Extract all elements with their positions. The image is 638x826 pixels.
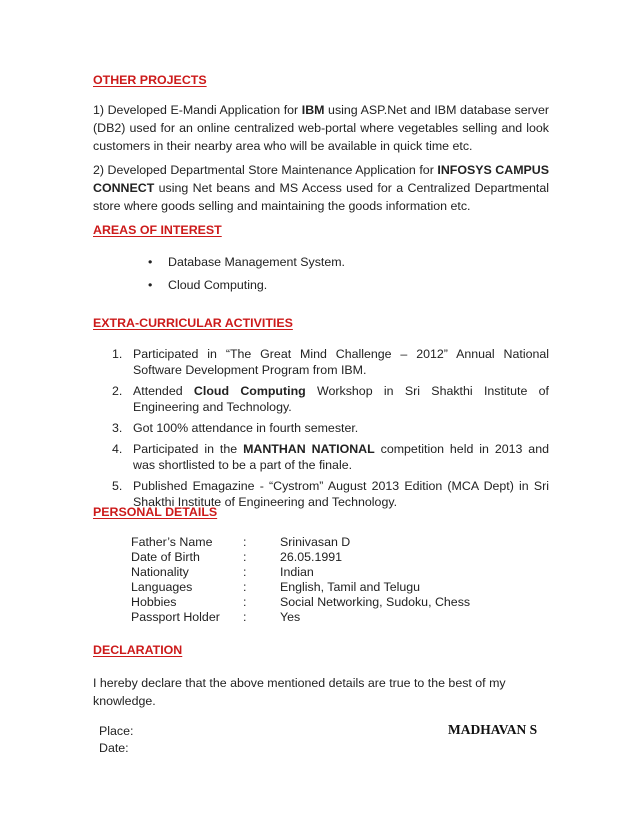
table-row: Passport Holder : Yes — [131, 610, 301, 624]
personal-details-heading: PERSONAL DETAILS — [93, 505, 218, 519]
table-row: Languages : English, Tamil and Telugu — [131, 580, 421, 594]
signatory-name: MADHAVAN S — [448, 722, 538, 737]
date-label: Date: — [99, 741, 129, 755]
list-item: 2. Attended Cloud Computing Workshop in Sri Shakthi Institute of Engineering and Technology. — [112, 384, 549, 414]
extra-curricular-heading: EXTRA-CURRICULAR ACTIVITIES — [93, 316, 293, 330]
areas-of-interest-heading: AREAS OF INTEREST — [93, 223, 222, 237]
project-paragraph-1: 1) Developed E-Mandi Application for IBM using ASP.Net and IBM database server (DB2) used for an online centralized web-portal where vegetables selling and look customers in their nearby area who will be available in quick time etc. — [93, 103, 549, 153]
list-item: 5. Published Emagazine - “Cystrom” August 2013 Edition (MCA Dept) in Sri Shakthi Institute of Engineering and Technology. — [112, 479, 549, 509]
personal-details-table — [131, 535, 470, 625]
table-row: Father’s Name : Srinivasan D — [131, 535, 351, 549]
other-projects-heading: OTHER PROJECTS — [93, 73, 207, 87]
place-label: Place: — [99, 724, 134, 738]
list-item: • Database Management System. — [148, 253, 345, 276]
list-item: 1. Participated in “The Great Mind Challenge – 2012” Annual National Software Development Program from IBM. — [112, 347, 549, 377]
list-item: 3. Got 100% attendance in fourth semester. — [112, 421, 359, 435]
table-row: Date of Birth : 26.05.1991 — [131, 550, 343, 564]
list-item: 4. Participated in the MANTHAN NATIONAL competition held in 2013 and was shortlisted to be a part of the finale. — [112, 442, 549, 472]
list-item: • Cloud Computing. — [148, 276, 345, 299]
interest-list — [148, 253, 345, 299]
declaration-text: I hereby declare that the above mentioned details are true to the best of my knowledge. — [93, 676, 506, 708]
table-row: Nationality : Indian — [131, 565, 314, 579]
declaration-heading: DECLARATION — [93, 643, 183, 657]
table-row: Hobbies : Social Networking, Sudoku, Chess — [131, 595, 471, 609]
project-paragraph-2: 2) Developed Departmental Store Maintenance Application for INFOSYS CAMPUS CONNECT using Net beans and MS Access used for a Centralized Departmental store where goods selling and maintaining the goods information etc. — [93, 163, 549, 213]
activities-list — [112, 346, 549, 515]
